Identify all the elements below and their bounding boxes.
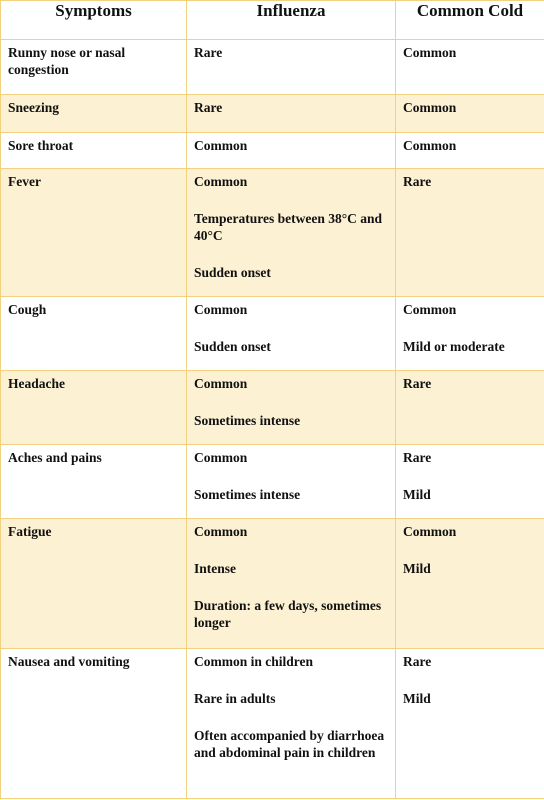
table-row [1,169,544,297]
influenza-line: Sometimes intense [194,487,301,502]
common-cold-cell [396,169,544,297]
common-cold-line: Mild [403,691,431,706]
influenza-cell [187,371,396,445]
common-cold-cell [396,649,544,799]
influenza-line: Sudden onset [194,265,271,280]
influenza-line: Duration: a few days, sometimes longer [194,598,382,630]
common-cold-line: Common [403,524,457,539]
symptom-label: Cough [8,302,47,317]
symptom-label: Fatigue [8,524,52,539]
common-cold-line: Rare [403,450,432,465]
table-body [1,40,544,799]
influenza-line: Sudden onset [194,339,271,354]
influenza-cell [187,169,396,297]
table-row [1,371,544,445]
influenza-cell [187,40,396,95]
symptom-cell [1,297,187,371]
common-cold-line: Mild [403,561,431,576]
table-row [1,297,544,371]
influenza-line: Common [194,376,248,391]
symptom-cell [1,445,187,519]
symptom-cell [1,519,187,649]
common-cold-line: Rare [403,654,432,669]
influenza-cell [187,133,396,169]
header-common-cold: Common Cold [396,1,544,40]
table-row [1,445,544,519]
influenza-line: Rare [194,100,223,115]
common-cold-cell [396,297,544,371]
influenza-line: Temperatures between 38°C and 40°C [194,211,383,243]
common-cold-line: Mild or moderate [403,339,505,354]
header-symptoms: Symptoms [1,1,187,40]
influenza-line: Common [194,174,248,189]
symptom-cell [1,371,187,445]
influenza-line: Intense [194,561,237,576]
common-cold-cell [396,95,544,133]
symptom-cell [1,133,187,169]
symptom-label: Headache [8,376,65,391]
common-cold-cell [396,371,544,445]
common-cold-line: Common [403,100,457,115]
table-row [1,133,544,169]
symptom-cell [1,649,187,799]
table-row [1,40,544,95]
influenza-line: Common in children [194,654,314,669]
influenza-line: Common [194,138,248,153]
influenza-line: Common [194,302,248,317]
symptom-label: Fever [8,174,41,189]
symptom-cell [1,169,187,297]
common-cold-line: Rare [403,376,432,391]
influenza-cell [187,445,396,519]
table-row [1,519,544,649]
common-cold-line: Rare [403,174,432,189]
symptom-label: Runny nose or nasal congestion [8,45,126,77]
influenza-line: Common [194,450,248,465]
influenza-line: Often accompanied by diarrhoea and abdominal pain in children [194,728,385,760]
symptom-label: Sneezing [8,100,60,115]
influenza-cell [187,519,396,649]
symptom-cell [1,95,187,133]
influenza-line: Common [194,524,248,539]
common-cold-line: Common [403,302,457,317]
common-cold-cell [396,133,544,169]
table-row [1,95,544,133]
header-influenza: Influenza [187,1,396,40]
influenza-line: Sometimes intense [194,413,301,428]
influenza-cell [187,649,396,799]
symptom-label: Sore throat [8,138,74,153]
common-cold-cell [396,40,544,95]
common-cold-line: Mild [403,487,431,502]
common-cold-line: Common [403,45,457,60]
table-row [1,649,544,799]
symptom-label: Nausea and vomiting [8,654,130,669]
table-header-row [1,1,544,40]
influenza-line: Rare in adults [194,691,276,706]
common-cold-cell [396,445,544,519]
influenza-cell [187,95,396,133]
symptom-cell [1,40,187,95]
symptom-label: Aches and pains [8,450,102,465]
influenza-cell [187,297,396,371]
common-cold-line: Common [403,138,457,153]
influenza-line: Rare [194,45,223,60]
common-cold-cell [396,519,544,649]
